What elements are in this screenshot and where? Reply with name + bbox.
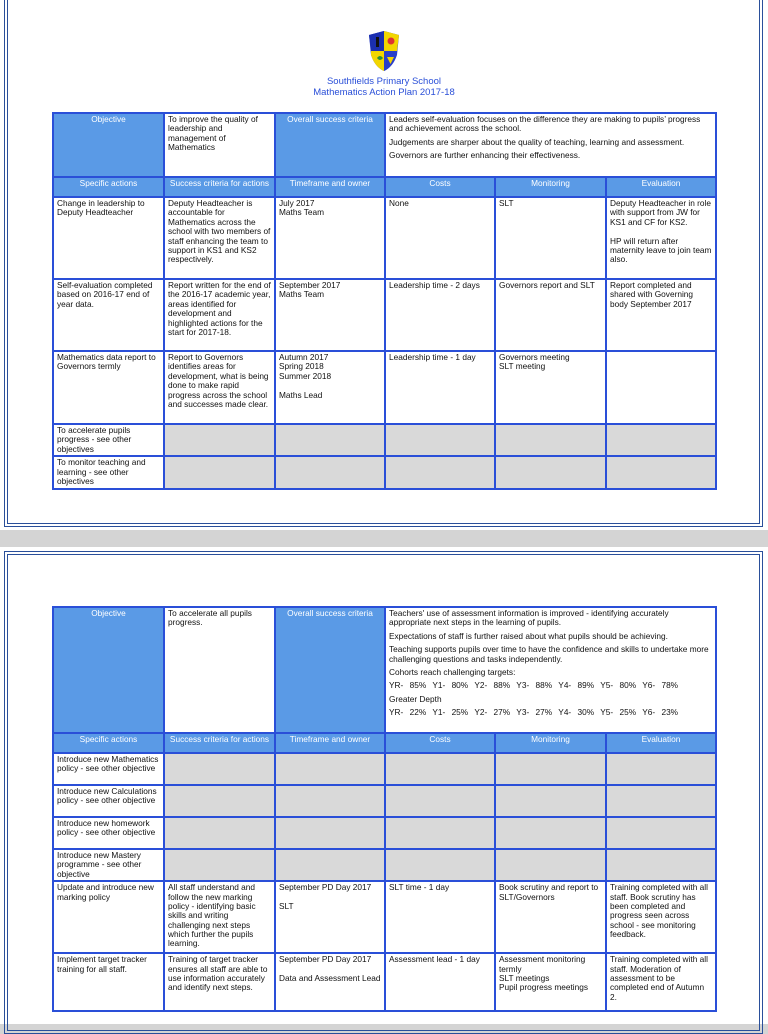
action-plan-table-2 <box>52 606 717 1012</box>
column-header-actions: Specific actions <box>53 177 164 197</box>
objective-text: To accelerate all pupils progress. <box>164 607 275 733</box>
costs-cell: None <box>385 197 495 279</box>
monitoring-cell: Governors meeting SLT meeting <box>495 351 606 424</box>
empty-cell <box>606 817 716 849</box>
empty-cell <box>606 456 716 489</box>
evaluation-cell: Training completed with all staff. Book scrutiny has been completed and progress seen across school - see monitoring feedback. <box>606 881 716 953</box>
table-row <box>53 849 716 881</box>
table-row <box>53 351 716 424</box>
empty-cell <box>164 849 275 881</box>
evaluation-cell: Deputy Headteacher in role with support from JW for KS1 and CF for KS2. HP will return after maternity leave to join team also. <box>606 197 716 279</box>
empty-cell <box>495 817 606 849</box>
empty-cell <box>606 785 716 817</box>
action-cell: Mathematics data report to Governors termly <box>53 351 164 424</box>
empty-cell <box>275 456 385 489</box>
success-criteria-label: Overall success criteria <box>275 607 385 733</box>
empty-cell <box>385 785 495 817</box>
criteria-paragraph: Governors are further enhancing their effectiveness. <box>389 150 581 161</box>
evaluation-cell: Report completed and shared with Governing body September 2017 <box>606 279 716 351</box>
action-cell: Introduce new Mathematics policy - see other objective <box>53 753 164 785</box>
success-cell: Report to Governors identifies areas for development, what is being done to make rapid progress across the school and successes made clear. <box>164 351 275 424</box>
empty-cell <box>275 849 385 881</box>
success-criteria-label: Overall success criteria <box>275 113 385 177</box>
empty-cell <box>164 817 275 849</box>
timeframe-cell: September 2017 Maths Team <box>275 279 385 351</box>
empty-cell <box>606 753 716 785</box>
plan-title: Mathematics Action Plan 2017-18 <box>313 87 455 98</box>
table-row <box>53 753 716 785</box>
criteria-paragraph: Expectations of staff is further raised about what pupils should be achieving. <box>389 630 668 641</box>
table-row <box>53 881 716 953</box>
objective-label: Objective <box>53 607 164 733</box>
empty-cell <box>495 785 606 817</box>
column-header-evaluation: Evaluation <box>606 177 716 197</box>
timeframe-cell: September PD Day 2017 SLT <box>275 881 385 953</box>
timeframe-cell: July 2017 Maths Team <box>275 197 385 279</box>
criteria-paragraph: Teachers' use of assessment information is improved - identifying accurately appropriate next steps in the learning of pupils. <box>389 608 669 628</box>
table-row <box>53 279 716 351</box>
school-name: Southfields Primary School <box>326 76 442 87</box>
action-cell: Introduce new homework policy - see other objective <box>53 817 164 849</box>
empty-cell <box>385 456 495 489</box>
empty-cell <box>385 817 495 849</box>
expected-targets: YR- 85% Y1- 80% Y2- 88% Y3- 88% Y4- 89% Y5- 80% Y6- 78% <box>389 680 679 691</box>
column-header-evaluation: Evaluation <box>606 733 716 753</box>
action-cell: Change in leadership to Deputy Headteacher <box>53 197 164 279</box>
table-row <box>53 785 716 817</box>
document-page-2 <box>0 547 768 1024</box>
action-cell: Implement target tracker training for all staff. <box>53 953 164 1011</box>
success-cell: All staff understand and follow the new marking policy - identifying basic skills and writing challenging next steps which further the pupils learning. <box>164 881 275 953</box>
action-plan-table-1 <box>52 112 717 490</box>
empty-cell <box>275 753 385 785</box>
school-crest-icon <box>367 29 401 73</box>
costs-cell: SLT time - 1 day <box>385 881 495 953</box>
empty-cell <box>164 424 275 456</box>
empty-cell <box>606 424 716 456</box>
empty-cell <box>164 456 275 489</box>
empty-cell <box>385 753 495 785</box>
column-header-monitoring: Monitoring <box>495 733 606 753</box>
timeframe-cell: Autumn 2017 Spring 2018 Summer 2018 Maths Lead <box>275 351 385 424</box>
empty-cell <box>275 424 385 456</box>
table-row <box>53 424 716 456</box>
success-cell: Training of target tracker ensures all staff are able to use information accurately and identify next steps. <box>164 953 275 1011</box>
criteria-paragraph: Greater Depth <box>389 693 442 704</box>
empty-cell <box>385 849 495 881</box>
column-header-costs: Costs <box>385 177 495 197</box>
evaluation-cell <box>606 351 716 424</box>
monitoring-cell: Governors report and SLT <box>495 279 606 351</box>
empty-cell <box>275 785 385 817</box>
column-header-success: Success criteria for actions <box>164 177 275 197</box>
criteria-paragraph: Cohorts reach challenging targets: <box>389 666 516 677</box>
monitoring-cell: Assessment monitoring termly SLT meetings Pupil progress meetings <box>495 953 606 1011</box>
empty-cell <box>164 785 275 817</box>
empty-cell <box>495 849 606 881</box>
action-cell: To monitor teaching and learning - see other objectives <box>53 456 164 489</box>
table-row <box>53 953 716 1011</box>
empty-cell <box>495 753 606 785</box>
table-row <box>53 817 716 849</box>
criteria-paragraph: Judgements are sharper about the quality of teaching, learning and assessment. <box>389 136 685 147</box>
table-row <box>53 456 716 489</box>
action-cell: Self-evaluation completed based on 2016-17 end of year data. <box>53 279 164 351</box>
column-header-costs: Costs <box>385 733 495 753</box>
success-criteria-text <box>385 607 716 733</box>
action-cell: Introduce new Calculations policy - see other objective <box>53 785 164 817</box>
monitoring-cell: SLT <box>495 197 606 279</box>
column-header-monitoring: Monitoring <box>495 177 606 197</box>
empty-cell <box>495 424 606 456</box>
success-cell: Deputy Headteacher is accountable for Mathematics across the school with two members of staff enhancing the team to support in KS1 and KS2 respectively. <box>164 197 275 279</box>
success-criteria-text <box>385 113 716 177</box>
success-cell: Report written for the end of the 2016-17 academic year, areas identified for development and highlighted actions for the start for 2017-18. <box>164 279 275 351</box>
costs-cell: Leadership time - 2 days <box>385 279 495 351</box>
empty-cell <box>164 753 275 785</box>
costs-cell: Assessment lead - 1 day <box>385 953 495 1011</box>
column-header-timeframe: Timeframe and owner <box>275 733 385 753</box>
objective-label: Objective <box>53 113 164 177</box>
column-header-success: Success criteria for actions <box>164 733 275 753</box>
action-cell: Update and introduce new marking policy <box>53 881 164 953</box>
criteria-paragraph: Teaching supports pupils over time to have the confidence and skills to undertake more challenging questions and tasks independently. <box>389 644 709 664</box>
evaluation-cell: Training completed with all staff. Moderation of assessment to be completed end of Autumn 2. <box>606 953 716 1011</box>
column-header-timeframe: Timeframe and owner <box>275 177 385 197</box>
empty-cell <box>275 817 385 849</box>
objective-text: To improve the quality of leadership and management of Mathematics <box>164 113 275 177</box>
empty-cell <box>385 424 495 456</box>
empty-cell <box>606 849 716 881</box>
column-header-actions: Specific actions <box>53 733 164 753</box>
table-row <box>53 197 716 279</box>
action-cell: To accelerate pupils progress - see other objectives <box>53 424 164 456</box>
monitoring-cell: Book scrutiny and report to SLT/Governors <box>495 881 606 953</box>
greater-depth-targets: YR- 22% Y1- 25% Y2- 27% Y3- 27% Y4- 30% Y5- 25% Y6- 23% <box>389 707 679 717</box>
empty-cell <box>495 456 606 489</box>
criteria-paragraph: Leaders self-evaluation focuses on the difference they are making to pupils’ progress and achievement across the school. <box>389 114 701 134</box>
costs-cell: Leadership time - 1 day <box>385 351 495 424</box>
timeframe-cell: September PD Day 2017 Data and Assessment Lead <box>275 953 385 1011</box>
action-cell: Introduce new Mastery programme - see other objective <box>53 849 164 881</box>
